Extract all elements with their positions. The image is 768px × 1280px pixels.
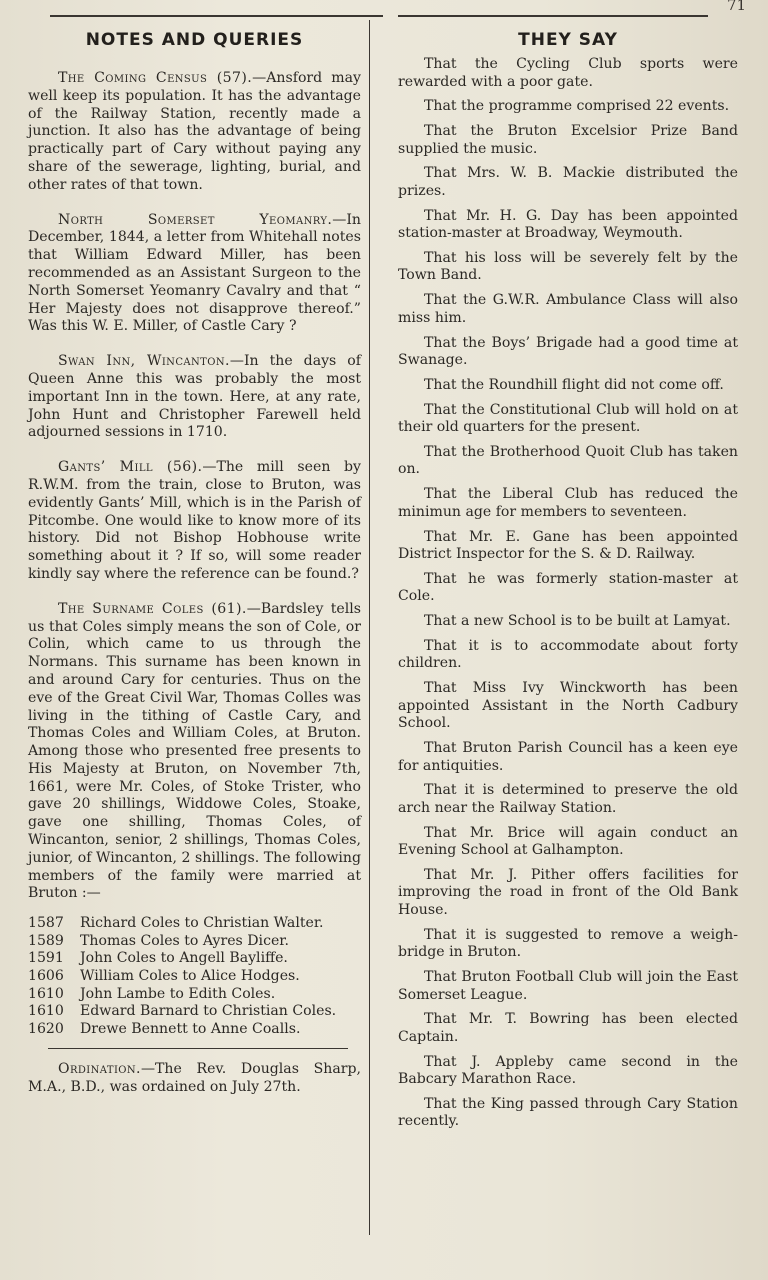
- marriage-year: 1606: [28, 968, 64, 985]
- entry-north-somerset-yeomanry: [28, 212, 361, 337]
- notes-and-queries-heading: NOTES AND QUERIES: [85, 30, 304, 50]
- they-say-item: That it is determined to preserve the old arch near the Railway Station.: [398, 782, 738, 816]
- marriage-row: [28, 986, 361, 1004]
- marriage-year: 1587: [28, 915, 64, 932]
- entry-lead: North Somerset Yeomanry.: [58, 211, 333, 228]
- marriage-year: 1589: [28, 932, 64, 949]
- they-say-item: That Mrs. W. B. Mackie distributed the prizes.: [398, 165, 738, 199]
- marriage-row: [28, 950, 361, 968]
- they-say-item: That the Liberal Club has reduced the minimun age for members to seventeen.: [398, 486, 738, 520]
- entry-ordination: [28, 1061, 361, 1097]
- top-rule-left: [50, 15, 383, 17]
- page-number: 71: [727, 0, 747, 14]
- they-say-item: That J. Appleby came second in the Babcary Marathon Race.: [398, 1053, 738, 1088]
- entry-lead: Gants’ Mill (56).: [58, 459, 203, 476]
- marriage-row: [28, 933, 361, 951]
- they-say-item: That Bruton Parish Council has a keen eye for antiquities.: [398, 740, 738, 774]
- entry-lead: The Coming Census (57).: [58, 70, 253, 86]
- entry-body: —The mill seen by R.W.M. from the train, close to Bruton, was evidently Gants’ Mill, which is in the Parish of Pitcombe. One would like to know more of its history. Did not Bishop Hobhouse write something about it ? If so, will some reader kindly say where the reference can be found.?: [28, 459, 361, 582]
- marriage-year: 1620: [28, 1020, 64, 1037]
- section-separator: [48, 1048, 348, 1049]
- they-say-item: That Miss Ivy Winckworth has been appointed Assistant in the North Cadbury School.: [398, 680, 738, 732]
- marriage-year: 1610: [28, 985, 64, 1002]
- they-say-heading: THEY SAY: [518, 30, 618, 50]
- notes-and-queries-column: [28, 28, 361, 1114]
- they-say-item: That it is to accommodate about forty children.: [398, 637, 738, 672]
- they-say-item: That Mr. J. Pither offers facilities for improving the road in front of the Old Bank House.: [398, 866, 738, 918]
- they-say-item: That he was formerly station-master at Cole.: [398, 570, 738, 605]
- marriage-year: 1591: [28, 950, 64, 967]
- they-say-item: That the Cycling Club sports were rewarded with a poor gate.: [398, 56, 738, 90]
- marriage-list: [28, 915, 361, 1038]
- they-say-item: That his loss will be severely felt by the Town Band.: [398, 249, 738, 284]
- they-say-item: That Mr. E. Gane has been appointed District Inspector for the S. & D. Railway.: [398, 528, 738, 563]
- entry-swan-inn: [28, 353, 361, 442]
- entry-body: —Ansford may well keep its population. It has the advantage of the Railway Station, recently made a junction. It also has the advantage of being practically part of Cary without paying any share of the sewerage, lighting, burial, and other rates of that town.: [28, 70, 361, 193]
- they-say-item: That the Constitutional Club will hold on at their old quarters for the present.: [398, 401, 738, 436]
- marriage-text: Thomas Coles to Ayres Dicer.: [80, 932, 289, 949]
- marriage-text: John Lambe to Edith Coles.: [80, 985, 276, 1002]
- they-say-item: That it is suggested to remove a weigh-bridge in Bruton.: [398, 926, 738, 961]
- entry-lead: Swan Inn, Wincanton.: [58, 353, 230, 370]
- marriage-year: 1610: [28, 1003, 64, 1020]
- marriage-text: Edward Barnard to Christian Coles.: [80, 1003, 337, 1020]
- they-say-item: That Mr. H. G. Day has been appointed station-master at Broadway, Weymouth.: [398, 207, 738, 242]
- marriage-row: [28, 1003, 361, 1021]
- entry-lead: Ordination.: [58, 1061, 141, 1078]
- they-say-list: [398, 56, 738, 1131]
- they-say-item: That the G.W.R. Ambulance Class will also miss him.: [398, 292, 738, 326]
- marriage-text: Richard Coles to Christian Walter.: [80, 915, 324, 932]
- they-say-item: That Mr. Brice will again conduct an Evening School at Galhampton.: [398, 824, 738, 859]
- entry-gants-mill: [28, 459, 361, 584]
- entry-lead: The Surname Coles (61).: [58, 600, 247, 617]
- they-say-item: That the King passed through Cary Station recently.: [398, 1095, 738, 1130]
- entry-surname-coles: [28, 601, 361, 904]
- they-say-column: [398, 28, 738, 1138]
- they-say-item: That Mr. T. Bowring has been elected Captain.: [398, 1011, 738, 1045]
- marriage-text: William Coles to Alice Hodges.: [80, 968, 300, 985]
- marriage-row: [28, 968, 361, 986]
- entry-body: —In the days of Queen Anne this was probably the most important Inn in the town. Here, at any rate, John Hunt and Christopher Farewell held adjourned sessions in 1710.: [28, 353, 361, 441]
- they-say-item: That the programme comprised 22 events.: [424, 98, 730, 115]
- entry-body: —In December, 1844, a letter from Whitehall notes that William Edward Miller, has been recommended as an Assistant Surgeon to the North Somerset Yeomanry Cavalry and that “ Her Majesty does not disapprove thereof.” Was this W. E. Miller, of Castle Cary ?: [28, 211, 361, 335]
- they-say-item: That the Roundhill flight did not come off.: [424, 376, 724, 393]
- entry-body: —The Rev. Douglas Sharp, M.A., B.D., was ordained on July 27th.: [28, 1061, 361, 1096]
- they-say-item: That the Boys’ Brigade had a good time at Swanage.: [398, 334, 738, 369]
- marriage-text: John Coles to Angell Bayliffe.: [80, 950, 288, 967]
- marriage-row: [28, 1021, 361, 1039]
- entry-body: —Bardsley tells us that Coles simply means the son of Cole, or Colin, which came to us through the Normans. This surname has been known in and around Cary for centuries. Thus on the eve of the Great Civil War, Thomas Colles was living in the tithing of Castle Cary, and Thomas Coles and William Coles, at Bruton. Among those who presented free presents to His Majesty at Bruton, on November 7th, 1661, were Mr. Coles, of Stoke Trister, who gave 20 shillings, Widdowe Coles, Stoake, gave one shilling, Thomas Coles, of Wincanton, senior, 2 shillings, Thomas Coles, junior, of Wincanton, 2 shillings. The following members of the family were married at Bruton :—: [28, 600, 361, 902]
- they-say-item: That Bruton Football Club will join the East Somerset League.: [398, 969, 738, 1003]
- marriage-row: [28, 915, 361, 933]
- column-divider: [369, 20, 370, 1235]
- they-say-item: That the Bruton Excelsior Prize Band supplied the music.: [398, 123, 738, 157]
- marriage-text: Drewe Bennett to Anne Coalls.: [80, 1020, 301, 1037]
- they-say-item: That the Brotherhood Quoit Club has taken on.: [398, 443, 738, 478]
- top-rule-right: [398, 15, 708, 17]
- entry-coming-census: [28, 70, 361, 195]
- they-say-item: That a new School is to be built at Lamyat.: [424, 613, 731, 630]
